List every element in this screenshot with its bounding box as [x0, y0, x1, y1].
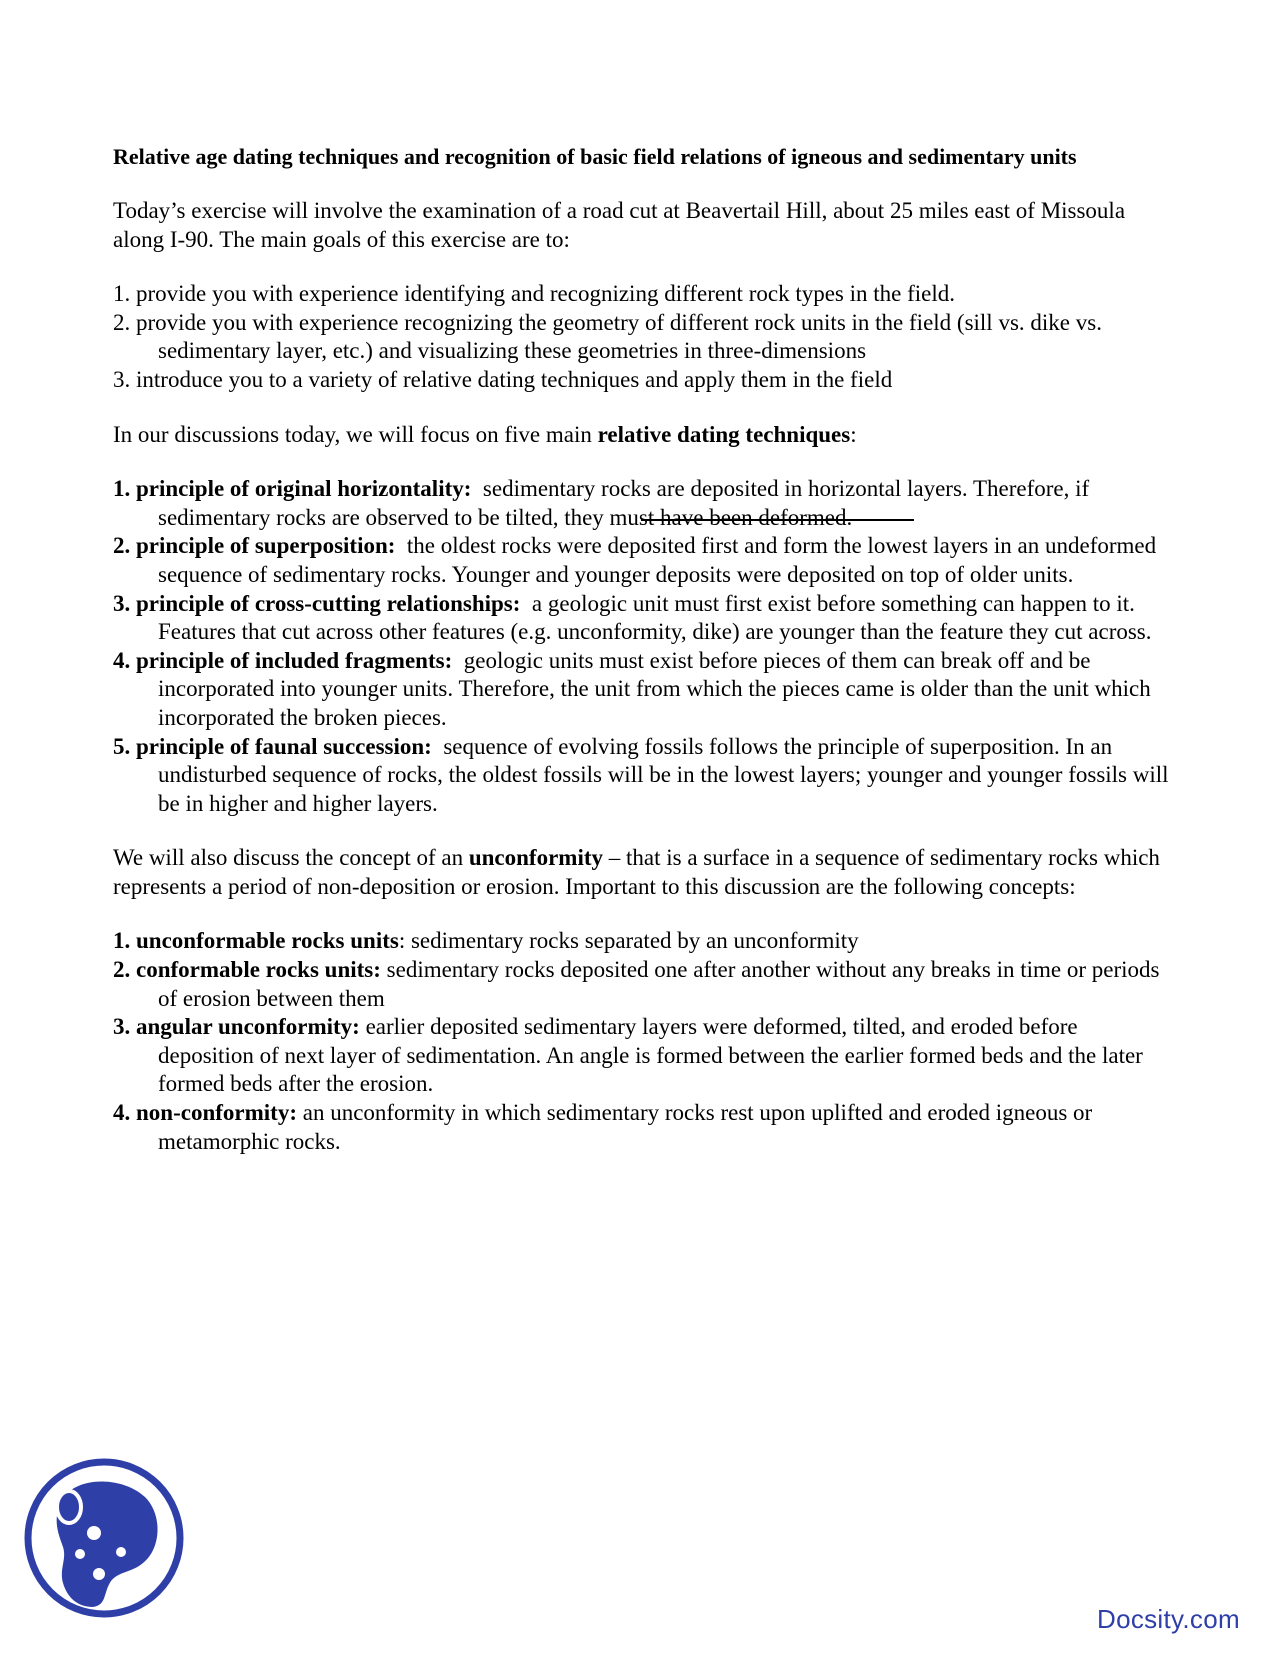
technique-item: [113, 532, 1173, 589]
concept-item: [113, 1099, 1173, 1156]
unconformity-bold: unconformity: [468, 845, 604, 871]
goal-item: 2. provide you with experience recognizing the geometry of different rock units in the field (sill vs. dike vs. sedimentary layer, etc.) and visualizing these geometries in three-dimensions: [113, 309, 1102, 364]
concept-term: 3. angular unconformity:: [113, 1014, 360, 1040]
technique-text: geologic units must exist before pieces of them can break off and be incorporated into younger units. Therefore, the unit from which the pieces came is older than the unit which incorporated the broken pieces.: [158, 647, 1151, 730]
technique-term: 1. principle of original horizontality:: [113, 476, 472, 502]
unconformity-paragraph: [113, 844, 1173, 901]
concept-term: 2. conformable rocks units:: [113, 957, 381, 983]
technique-text: sequence of evolving fossils follows the principle of superposition. In an undisturbed sequence of rocks, the oldest fossils will be in the lowest layers; younger and younger fossils will be in higher and higher layers.: [158, 733, 1169, 816]
concepts-list: [113, 927, 1173, 1156]
unconformity-text-pre: We will also discuss the concept of an: [113, 845, 469, 871]
concept-text: an unconformity in which sedimentary rocks rest upon uplifted and eroded igneous or metamorphic rocks.: [158, 1100, 1093, 1154]
concept-item: [113, 956, 1173, 1013]
unconformity-text-post: – that is a surface in a sequence of sedimentary rocks which represents a period of non-deposition or erosion. Important to this discussion are the following concepts:: [113, 845, 1160, 899]
docsity-logo-graphic: [23, 1457, 185, 1619]
concept-text: : sedimentary rocks separated by an unconformity: [398, 928, 859, 954]
technique-item: [113, 647, 1173, 733]
concept-term: 1. unconformable rocks units: [113, 928, 399, 954]
technique-term: 4. principle of included fragments:: [113, 647, 453, 673]
technique-term: 3. principle of cross-cutting relationships:: [113, 590, 521, 616]
technique-text: a geologic unit must first exist before something can happen to it. Features that cut across other features (e.g. unconformity, dike) are younger than the feature they cut across.: [158, 590, 1152, 645]
intro-paragraph: Today’s exercise will involve the examination of a road cut at Beavertail Hill, about 25 miles east of Missoula along I-90. The main goals of this exercise are to:: [113, 198, 1126, 252]
techniques-intro: [113, 421, 1173, 450]
technique-text: sedimentary rocks are deposited in horizontal layers. Therefore, if sedimentary rocks are observed to be tilted, they must have been deformed.: [158, 476, 1090, 530]
concept-text: sedimentary rocks deposited one after another without any breaks in time or periods of erosion between them: [158, 957, 1160, 1011]
technique-term: 5. principle of faunal succession:: [113, 733, 432, 759]
technique-item: [113, 590, 1173, 647]
goal-item: 3. introduce you to a variety of relative dating techniques and apply them in the field: [113, 366, 893, 392]
concept-item: [113, 1013, 1173, 1099]
technique-item: [113, 475, 1173, 532]
goal-item: 1. provide you with experience identifying and recognizing different rock types in the field.: [113, 281, 956, 307]
concept-text: earlier deposited sedimentary layers were deformed, tilted, and eroded before deposition of next layer of sedimentation. An angle is formed between the earlier formed beds and the later formed beds after the erosion.: [158, 1014, 1143, 1097]
techniques-intro-text: In our discussions today, we will focus on five main: [113, 421, 598, 447]
technique-term: 2. principle of superposition:: [113, 533, 396, 559]
techniques-intro-colon: :: [850, 421, 857, 447]
concept-item: [113, 927, 1173, 956]
document-page: [113, 143, 1173, 1182]
techniques-intro-bold: relative dating techniques: [597, 421, 851, 447]
docsity-brand-link[interactable]: Docsity.com: [1097, 1604, 1240, 1634]
technique-text: the oldest rocks were deposited first and form the lowest layers in an undeformed sequence of sedimentary rocks. Younger and younger deposits were deposited on top of older units.: [158, 533, 1157, 587]
concept-term: 4. non-conformity:: [113, 1100, 297, 1126]
document-title: Relative age dating techniques and recognition of basic field relations of igneous and sedimentary units: [113, 144, 1077, 169]
techniques-list: [113, 475, 1173, 818]
technique-item: [113, 733, 1173, 819]
goals-list: [113, 280, 1173, 394]
docsity-logo-icon[interactable]: [23, 1457, 185, 1619]
